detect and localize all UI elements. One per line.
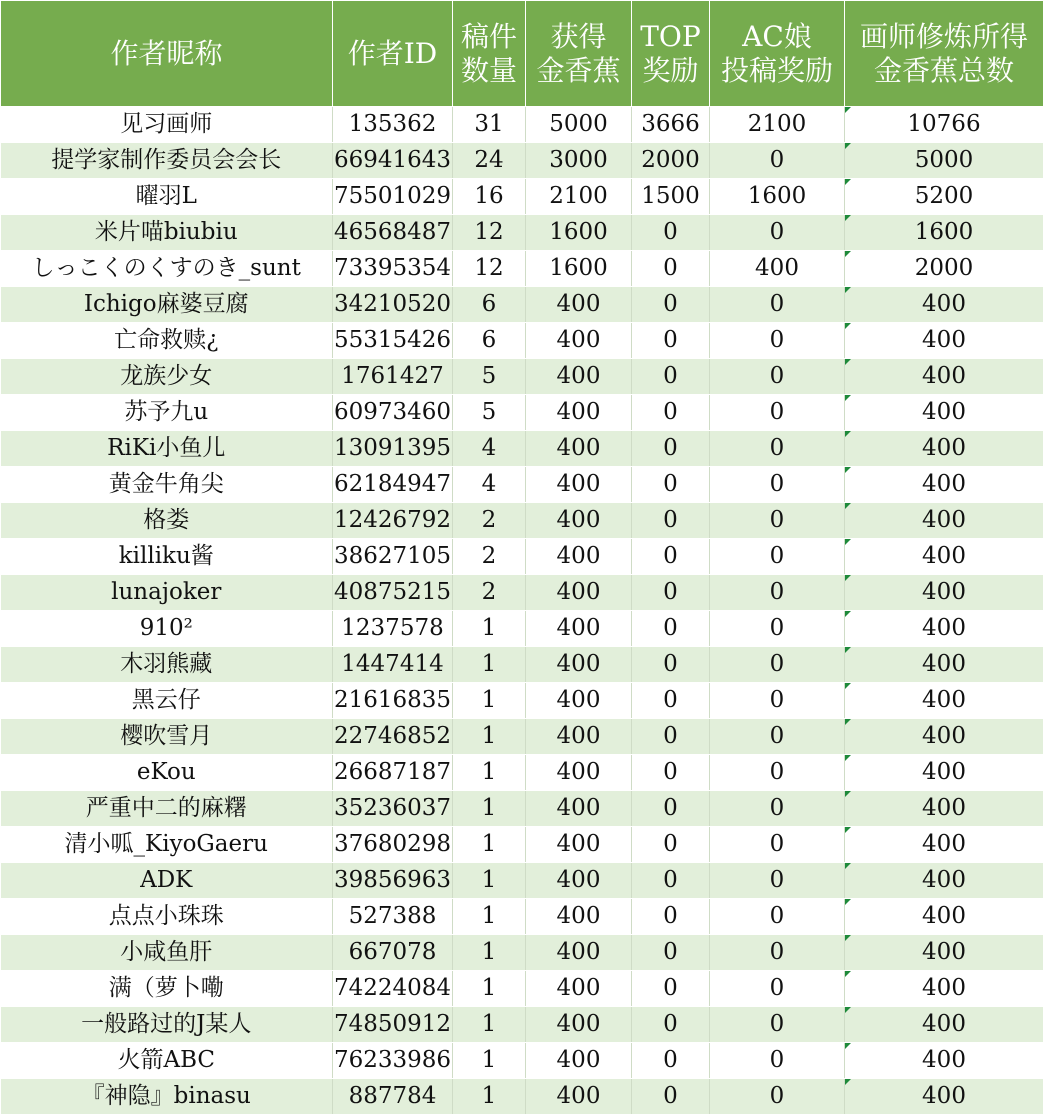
cell-submission-count: 1 <box>453 719 526 755</box>
cell-total-golden-bananas: 10766 <box>845 107 1043 143</box>
cell-submission-count: 6 <box>453 323 526 359</box>
cell-submission-count: 1 <box>453 683 526 719</box>
cell-author-id: 46568487 <box>333 215 453 251</box>
cell-golden-bananas: 400 <box>526 1079 632 1115</box>
cell-submission-count: 12 <box>453 215 526 251</box>
cell-ac-submission-reward: 0 <box>710 827 845 863</box>
cell-submission-count: 16 <box>453 179 526 215</box>
cell-author-id: 55315426 <box>333 323 453 359</box>
cell-nickname: 小咸鱼肝 <box>1 935 333 971</box>
cell-top-reward: 2000 <box>632 143 710 179</box>
cell-nickname: 龙族少女 <box>1 359 333 395</box>
cell-nickname: 格娄 <box>1 503 333 539</box>
cell-golden-bananas: 3000 <box>526 143 632 179</box>
table-row <box>1 719 1043 755</box>
cell-top-reward: 0 <box>632 503 710 539</box>
cell-author-id: 38627105 <box>333 539 453 575</box>
table-row <box>1 611 1043 647</box>
header-nickname: 作者昵称 <box>1 1 333 107</box>
cell-total-golden-bananas: 5000 <box>845 143 1043 179</box>
cell-ac-submission-reward: 0 <box>710 1007 845 1043</box>
cell-nickname: 满（萝卜嘞 <box>1 971 333 1007</box>
cell-author-id: 667078 <box>333 935 453 971</box>
table-row <box>1 575 1043 611</box>
cell-nickname: 黑云仔 <box>1 683 333 719</box>
cell-submission-count: 2 <box>453 539 526 575</box>
table-row <box>1 251 1043 287</box>
cell-total-golden-bananas: 400 <box>845 971 1043 1007</box>
table-row <box>1 431 1043 467</box>
cell-submission-count: 1 <box>453 935 526 971</box>
cell-author-id: 40875215 <box>333 575 453 611</box>
cell-ac-submission-reward: 0 <box>710 1043 845 1079</box>
cell-top-reward: 0 <box>632 971 710 1007</box>
table-row <box>1 143 1043 179</box>
cell-total-golden-bananas: 400 <box>845 683 1043 719</box>
cell-golden-bananas: 1600 <box>526 215 632 251</box>
cell-top-reward: 0 <box>632 323 710 359</box>
table-row <box>1 107 1043 143</box>
cell-nickname: 『神隐』binasu <box>1 1079 333 1115</box>
cell-ac-submission-reward: 0 <box>710 791 845 827</box>
cell-top-reward: 0 <box>632 539 710 575</box>
cell-submission-count: 1 <box>453 899 526 935</box>
cell-total-golden-bananas: 400 <box>845 611 1043 647</box>
cell-ac-submission-reward: 0 <box>710 539 845 575</box>
table-row <box>1 935 1043 971</box>
cell-total-golden-bananas: 400 <box>845 287 1043 323</box>
cell-nickname: 樱吹雪月 <box>1 719 333 755</box>
cell-total-golden-bananas: 400 <box>845 1043 1043 1079</box>
cell-golden-bananas: 400 <box>526 899 632 935</box>
cell-author-id: 26687187 <box>333 755 453 791</box>
table-row <box>1 287 1043 323</box>
cell-total-golden-bananas: 400 <box>845 791 1043 827</box>
cell-total-golden-bananas: 400 <box>845 323 1043 359</box>
cell-submission-count: 4 <box>453 431 526 467</box>
header-row <box>1 1 1043 107</box>
cell-total-golden-bananas: 400 <box>845 359 1043 395</box>
table-row <box>1 1007 1043 1043</box>
cell-golden-bananas: 400 <box>526 719 632 755</box>
cell-top-reward: 0 <box>632 1007 710 1043</box>
cell-author-id: 1447414 <box>333 647 453 683</box>
cell-nickname: 亡命救赎¿ <box>1 323 333 359</box>
cell-total-golden-bananas: 400 <box>845 467 1043 503</box>
cell-nickname: 曜羽L <box>1 179 333 215</box>
cell-total-golden-bananas: 400 <box>845 863 1043 899</box>
cell-golden-bananas: 400 <box>526 287 632 323</box>
cell-author-id: 13091395 <box>333 431 453 467</box>
header-author-id: 作者ID <box>333 1 453 107</box>
cell-submission-count: 1 <box>453 1043 526 1079</box>
cell-ac-submission-reward: 0 <box>710 971 845 1007</box>
cell-top-reward: 3666 <box>632 107 710 143</box>
cell-top-reward: 0 <box>632 215 710 251</box>
table-body <box>1 107 1043 1115</box>
cell-golden-bananas: 400 <box>526 467 632 503</box>
cell-author-id: 135362 <box>333 107 453 143</box>
cell-ac-submission-reward: 0 <box>710 719 845 755</box>
cell-submission-count: 2 <box>453 503 526 539</box>
table-row <box>1 395 1043 431</box>
cell-nickname: 严重中二的麻糬 <box>1 791 333 827</box>
cell-nickname: 清小呱_KiyoGaeru <box>1 827 333 863</box>
cell-top-reward: 0 <box>632 467 710 503</box>
table-row <box>1 755 1043 791</box>
cell-top-reward: 0 <box>632 755 710 791</box>
cell-author-id: 887784 <box>333 1079 453 1115</box>
cell-golden-bananas: 400 <box>526 395 632 431</box>
cell-total-golden-bananas: 400 <box>845 395 1043 431</box>
table-row <box>1 827 1043 863</box>
table-row <box>1 215 1043 251</box>
cell-top-reward: 0 <box>632 611 710 647</box>
cell-total-golden-bananas: 1600 <box>845 215 1043 251</box>
cell-total-golden-bananas: 400 <box>845 503 1043 539</box>
cell-total-golden-bananas: 400 <box>845 827 1043 863</box>
cell-author-id: 76233986 <box>333 1043 453 1079</box>
table-row <box>1 863 1043 899</box>
cell-nickname: 米片喵biubiu <box>1 215 333 251</box>
cell-top-reward: 0 <box>632 935 710 971</box>
cell-ac-submission-reward: 0 <box>710 1079 845 1115</box>
cell-golden-bananas: 400 <box>526 647 632 683</box>
cell-top-reward: 0 <box>632 683 710 719</box>
cell-submission-count: 31 <box>453 107 526 143</box>
table-row <box>1 467 1043 503</box>
cell-ac-submission-reward: 0 <box>710 395 845 431</box>
cell-top-reward: 0 <box>632 359 710 395</box>
cell-nickname: 点点小珠珠 <box>1 899 333 935</box>
cell-top-reward: 0 <box>632 719 710 755</box>
cell-top-reward: 0 <box>632 251 710 287</box>
cell-top-reward: 0 <box>632 575 710 611</box>
cell-nickname: しっこくのくすのき_sunt <box>1 251 333 287</box>
cell-total-golden-bananas: 400 <box>845 1079 1043 1115</box>
table-row <box>1 647 1043 683</box>
cell-golden-bananas: 400 <box>526 359 632 395</box>
cell-total-golden-bananas: 400 <box>845 899 1043 935</box>
cell-golden-bananas: 400 <box>526 755 632 791</box>
cell-top-reward: 0 <box>632 1043 710 1079</box>
cell-submission-count: 6 <box>453 287 526 323</box>
table-row <box>1 899 1043 935</box>
cell-golden-bananas: 2100 <box>526 179 632 215</box>
cell-golden-bananas: 1600 <box>526 251 632 287</box>
cell-nickname: 苏予九u <box>1 395 333 431</box>
cell-ac-submission-reward: 400 <box>710 251 845 287</box>
cell-ac-submission-reward: 0 <box>710 467 845 503</box>
cell-author-id: 75501029 <box>333 179 453 215</box>
table-row <box>1 359 1043 395</box>
header-top-reward: TOP 奖励 <box>632 1 710 107</box>
cell-author-id: 22746852 <box>333 719 453 755</box>
cell-nickname: 提学家制作委员会会长 <box>1 143 333 179</box>
cell-golden-bananas: 400 <box>526 827 632 863</box>
cell-ac-submission-reward: 0 <box>710 647 845 683</box>
cell-author-id: 35236037 <box>333 791 453 827</box>
cell-submission-count: 1 <box>453 647 526 683</box>
cell-author-id: 74224084 <box>333 971 453 1007</box>
cell-top-reward: 1500 <box>632 179 710 215</box>
cell-golden-bananas: 400 <box>526 863 632 899</box>
cell-golden-bananas: 400 <box>526 323 632 359</box>
cell-nickname: 一般路过的J某人 <box>1 1007 333 1043</box>
cell-ac-submission-reward: 0 <box>710 755 845 791</box>
cell-total-golden-bananas: 400 <box>845 575 1043 611</box>
cell-author-id: 21616835 <box>333 683 453 719</box>
cell-top-reward: 0 <box>632 1079 710 1115</box>
cell-submission-count: 1 <box>453 791 526 827</box>
cell-nickname: ADK <box>1 863 333 899</box>
cell-nickname: 910² <box>1 611 333 647</box>
cell-ac-submission-reward: 0 <box>710 287 845 323</box>
header-ac-submission-reward: AC娘 投稿奖励 <box>710 1 845 107</box>
cell-submission-count: 12 <box>453 251 526 287</box>
cell-top-reward: 0 <box>632 647 710 683</box>
header-total-golden-bananas: 画师修炼所得 金香蕉总数 <box>845 1 1043 107</box>
cell-author-id: 62184947 <box>333 467 453 503</box>
cell-total-golden-bananas: 400 <box>845 431 1043 467</box>
cell-top-reward: 0 <box>632 395 710 431</box>
cell-submission-count: 2 <box>453 575 526 611</box>
cell-golden-bananas: 400 <box>526 971 632 1007</box>
cell-nickname: eKou <box>1 755 333 791</box>
cell-submission-count: 1 <box>453 611 526 647</box>
cell-total-golden-bananas: 5200 <box>845 179 1043 215</box>
cell-submission-count: 1 <box>453 755 526 791</box>
cell-submission-count: 4 <box>453 467 526 503</box>
cell-nickname: 火箭ABC <box>1 1043 333 1079</box>
cell-nickname: killiku酱 <box>1 539 333 575</box>
table-row <box>1 323 1043 359</box>
cell-ac-submission-reward: 0 <box>710 503 845 539</box>
cell-nickname: lunajoker <box>1 575 333 611</box>
cell-ac-submission-reward: 1600 <box>710 179 845 215</box>
cell-submission-count: 24 <box>453 143 526 179</box>
cell-top-reward: 0 <box>632 863 710 899</box>
cell-author-id: 12426792 <box>333 503 453 539</box>
cell-author-id: 37680298 <box>333 827 453 863</box>
cell-author-id: 66941643 <box>333 143 453 179</box>
cell-golden-bananas: 400 <box>526 935 632 971</box>
cell-top-reward: 0 <box>632 791 710 827</box>
cell-submission-count: 1 <box>453 971 526 1007</box>
cell-golden-bananas: 400 <box>526 575 632 611</box>
cell-total-golden-bananas: 400 <box>845 1007 1043 1043</box>
cell-top-reward: 0 <box>632 431 710 467</box>
cell-golden-bananas: 400 <box>526 539 632 575</box>
cell-nickname: RiKi小鱼儿 <box>1 431 333 467</box>
cell-ac-submission-reward: 2100 <box>710 107 845 143</box>
cell-nickname: Ichigo麻婆豆腐 <box>1 287 333 323</box>
cell-submission-count: 1 <box>453 863 526 899</box>
cell-top-reward: 0 <box>632 287 710 323</box>
cell-ac-submission-reward: 0 <box>710 683 845 719</box>
header-submission-count: 稿件 数量 <box>453 1 526 107</box>
cell-total-golden-bananas: 400 <box>845 539 1043 575</box>
cell-author-id: 39856963 <box>333 863 453 899</box>
cell-total-golden-bananas: 400 <box>845 647 1043 683</box>
cell-author-id: 527388 <box>333 899 453 935</box>
table-row <box>1 683 1043 719</box>
cell-total-golden-bananas: 2000 <box>845 251 1043 287</box>
cell-author-id: 60973460 <box>333 395 453 431</box>
header-golden-bananas: 获得 金香蕉 <box>526 1 632 107</box>
cell-ac-submission-reward: 0 <box>710 359 845 395</box>
cell-nickname: 黄金牛角尖 <box>1 467 333 503</box>
cell-golden-bananas: 5000 <box>526 107 632 143</box>
cell-golden-bananas: 400 <box>526 431 632 467</box>
cell-golden-bananas: 400 <box>526 1007 632 1043</box>
cell-author-id: 34210520 <box>333 287 453 323</box>
cell-golden-bananas: 400 <box>526 611 632 647</box>
cell-ac-submission-reward: 0 <box>710 431 845 467</box>
cell-ac-submission-reward: 0 <box>710 215 845 251</box>
cell-ac-submission-reward: 0 <box>710 935 845 971</box>
cell-nickname: 见习画师 <box>1 107 333 143</box>
cell-submission-count: 1 <box>453 827 526 863</box>
cell-submission-count: 1 <box>453 1079 526 1115</box>
cell-ac-submission-reward: 0 <box>710 899 845 935</box>
table-row <box>1 503 1043 539</box>
cell-ac-submission-reward: 0 <box>710 611 845 647</box>
cell-total-golden-bananas: 400 <box>845 935 1043 971</box>
cell-submission-count: 5 <box>453 359 526 395</box>
cell-golden-bananas: 400 <box>526 683 632 719</box>
cell-ac-submission-reward: 0 <box>710 143 845 179</box>
cell-golden-bananas: 400 <box>526 503 632 539</box>
table-row <box>1 539 1043 575</box>
cell-ac-submission-reward: 0 <box>710 575 845 611</box>
cell-submission-count: 1 <box>453 1007 526 1043</box>
table-row <box>1 791 1043 827</box>
cell-author-id: 74850912 <box>333 1007 453 1043</box>
cell-golden-bananas: 400 <box>526 791 632 827</box>
cell-author-id: 1237578 <box>333 611 453 647</box>
cell-total-golden-bananas: 400 <box>845 755 1043 791</box>
cell-nickname: 木羽熊藏 <box>1 647 333 683</box>
table-row <box>1 971 1043 1007</box>
cell-author-id: 73395354 <box>333 251 453 287</box>
cell-submission-count: 5 <box>453 395 526 431</box>
table-row <box>1 1043 1043 1079</box>
cell-total-golden-bananas: 400 <box>845 719 1043 755</box>
table-row <box>1 1079 1043 1115</box>
cell-author-id: 1761427 <box>333 359 453 395</box>
cell-ac-submission-reward: 0 <box>710 323 845 359</box>
cell-ac-submission-reward: 0 <box>710 863 845 899</box>
cell-top-reward: 0 <box>632 827 710 863</box>
cell-golden-bananas: 400 <box>526 1043 632 1079</box>
cell-top-reward: 0 <box>632 899 710 935</box>
table-row <box>1 179 1043 215</box>
